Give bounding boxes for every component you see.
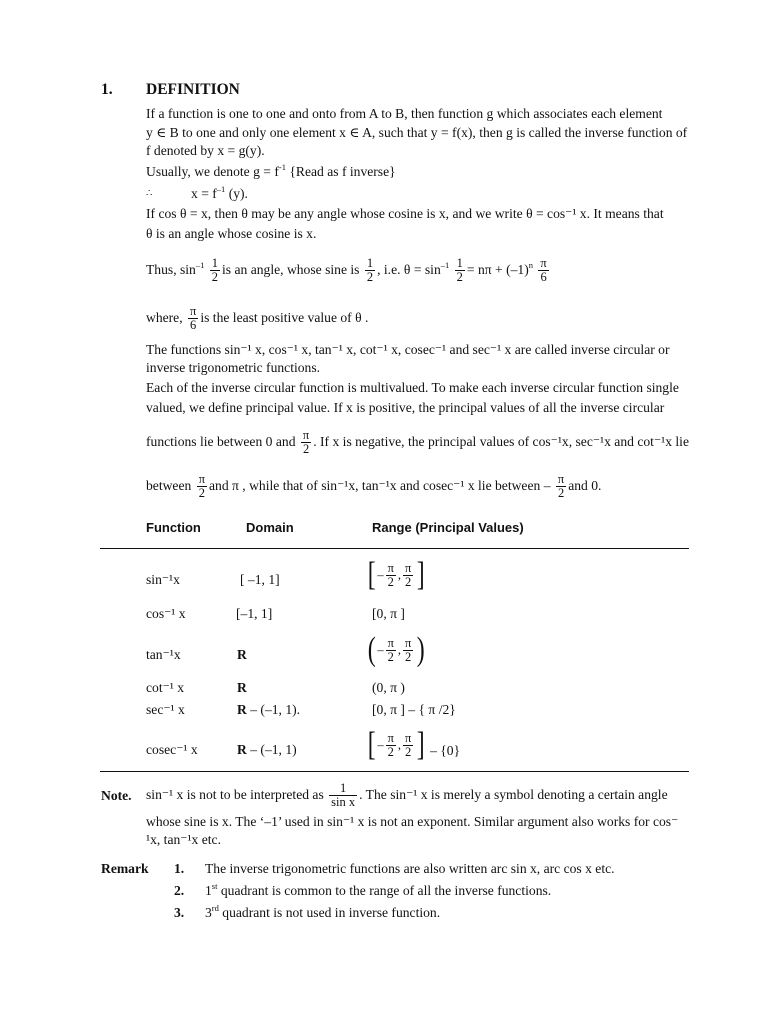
row-sin-domain: [ –1, 1] (240, 572, 280, 587)
where-line: where, $\frac{\pi}{6}$ is the least positive value of θ . (146, 304, 369, 333)
fraction: $\frac{1}{\text{sin x}}$ (331, 781, 356, 810)
fraction: $\frac{\pi}{6}$ (190, 304, 197, 333)
fraction: $\frac{\pi}{6}$ (540, 256, 547, 285)
para1-line1: If a function is one to one and onto from A to B, then function g which associates each element (146, 106, 663, 121)
row-cosec-domain: R – (–1, 1) (237, 742, 297, 757)
fraction: $\frac{\pi}{2}$ (557, 472, 565, 501)
table-top-rule (100, 548, 689, 549)
usually-line: Usually, we denote $g = f^{-1}$ {Read as f inverse} (146, 162, 396, 179)
row-tan-function: tan⁻¹x (146, 647, 181, 662)
para3-line2: θ is an angle whose cosine is x. (146, 226, 317, 241)
section-number: 1. (101, 81, 113, 98)
note-line3: ¹x, tan⁻¹x etc. (146, 832, 221, 847)
section-title: DEFINITION (146, 81, 240, 98)
inverse-eq-line: $x = f^{-1}$ (y). (191, 184, 248, 201)
thus-line: Thus, $\sin^{-1}$ $\frac{1}{2}$ is an angle, whose sine is $\frac{1}{2}$ , i.e. $\theta = \sin^{-1}$ $\frac{1}{2}$ = $n\pi + (-1)^n$ $\frac{\pi}{6}$ (146, 256, 547, 285)
para1-line2: y ∈ B to one and only one element x ∈ A, such that y = f(x), then g is called the inverse function of (146, 125, 688, 140)
table-header-domain: Domain (246, 520, 294, 535)
row-tan-range: ( – $\frac{\pi}{2}$ , $\frac{\pi}{2}$ ) (367, 631, 425, 668)
para5-line1: Each of the inverse circular function is multivalued. To make each inverse circular function single (146, 380, 679, 395)
para5-line2: valued, we define principal value. If x is positive, the principal values of all the inverse circular (146, 400, 665, 415)
fraction: $\frac{1}{2}$ (211, 256, 219, 285)
remark-num: 3. (174, 905, 185, 920)
para5-line3: functions lie between 0 and $\frac{\pi}{2}$ . If x is negative, the principal values of cos⁻¹x, sec⁻¹x and cot⁻¹x lie (146, 428, 689, 457)
table-header-function: Function (146, 520, 201, 535)
para1-line3: f denoted by x = g(y). (146, 143, 265, 158)
para3-line1: If cos θ = x, then θ may be any angle whose cosine is x, and we write θ = cos⁻¹ x. It means that (146, 206, 664, 221)
note-label: Note. (101, 788, 132, 803)
fraction: $\frac{\pi}{2}$ (198, 472, 206, 501)
row-cos-domain: [–1, 1] (236, 606, 273, 621)
row-sec-range: [0, π ] – { π /2} (372, 702, 456, 717)
note-line1: sin⁻¹ x is not to be interpreted as $\frac{1}{\text{sin x}}$ . The sin⁻¹ x is merely a symbol denoting a certain angle (146, 781, 668, 810)
row-sec-function: sec⁻¹ x (146, 702, 185, 717)
row-cos-function: cos⁻¹ x (146, 606, 186, 621)
row-tan-domain: R (237, 647, 247, 662)
para4-line2: inverse trigonometric functions. (146, 360, 321, 375)
row-cos-range: [0, π ] (372, 606, 405, 621)
table-header-range: Range (Principal Values) (372, 520, 524, 535)
para4-line1: The functions sin⁻¹ x, cos⁻¹ x, tan⁻¹ x, cot⁻¹ x, cosec⁻¹ and sec⁻¹ x are called inverse circular or (146, 342, 670, 357)
fraction: $\frac{\pi}{2}$ (302, 428, 310, 457)
row-cosec-function: cosec⁻¹ x (146, 742, 198, 757)
note-line2: whose sine is x. The ‘–1’ used in sin⁻¹ x is not an exponent. Similar argument also works for cos⁻ (146, 814, 679, 829)
table-bottom-rule (100, 771, 689, 772)
remark-label: Remark (101, 861, 149, 876)
row-cot-range: (0, π ) (372, 680, 405, 695)
therefore-symbol: ∴ (146, 188, 153, 199)
para5-line4: between $\frac{\pi}{2}$ and π , while that of sin⁻¹x, tan⁻¹x and cosec⁻¹ x lie between – $\frac{\pi}{2}$ and 0. (146, 472, 602, 501)
row-cosec-range: [ – $\frac{\pi}{2}$ , $\frac{\pi}{2}$ ] – {0} (367, 726, 461, 763)
remark-text: 3rd quadrant is not used in inverse function. (205, 903, 441, 920)
remark-num: 1. (174, 861, 185, 876)
remark-text: The inverse trigonometric functions are also written arc sin x, arc cos x etc. (205, 861, 615, 876)
fraction: $\frac{1}{2}$ (456, 256, 463, 285)
remark-num: 2. (174, 883, 185, 898)
row-sin-range: [ – $\frac{\pi}{2}$ , $\frac{\pi}{2}$ ] (367, 556, 425, 593)
row-cot-function: cot⁻¹ x (146, 680, 185, 695)
fraction: $\frac{1}{2}$ (366, 256, 374, 285)
row-sin-function: sin⁻¹x (146, 572, 180, 587)
row-cot-domain: R (237, 680, 247, 695)
row-sec-domain: R – (–1, 1). (237, 702, 301, 717)
remark-text: 1st quadrant is common to the range of all the inverse functions. (205, 881, 552, 898)
